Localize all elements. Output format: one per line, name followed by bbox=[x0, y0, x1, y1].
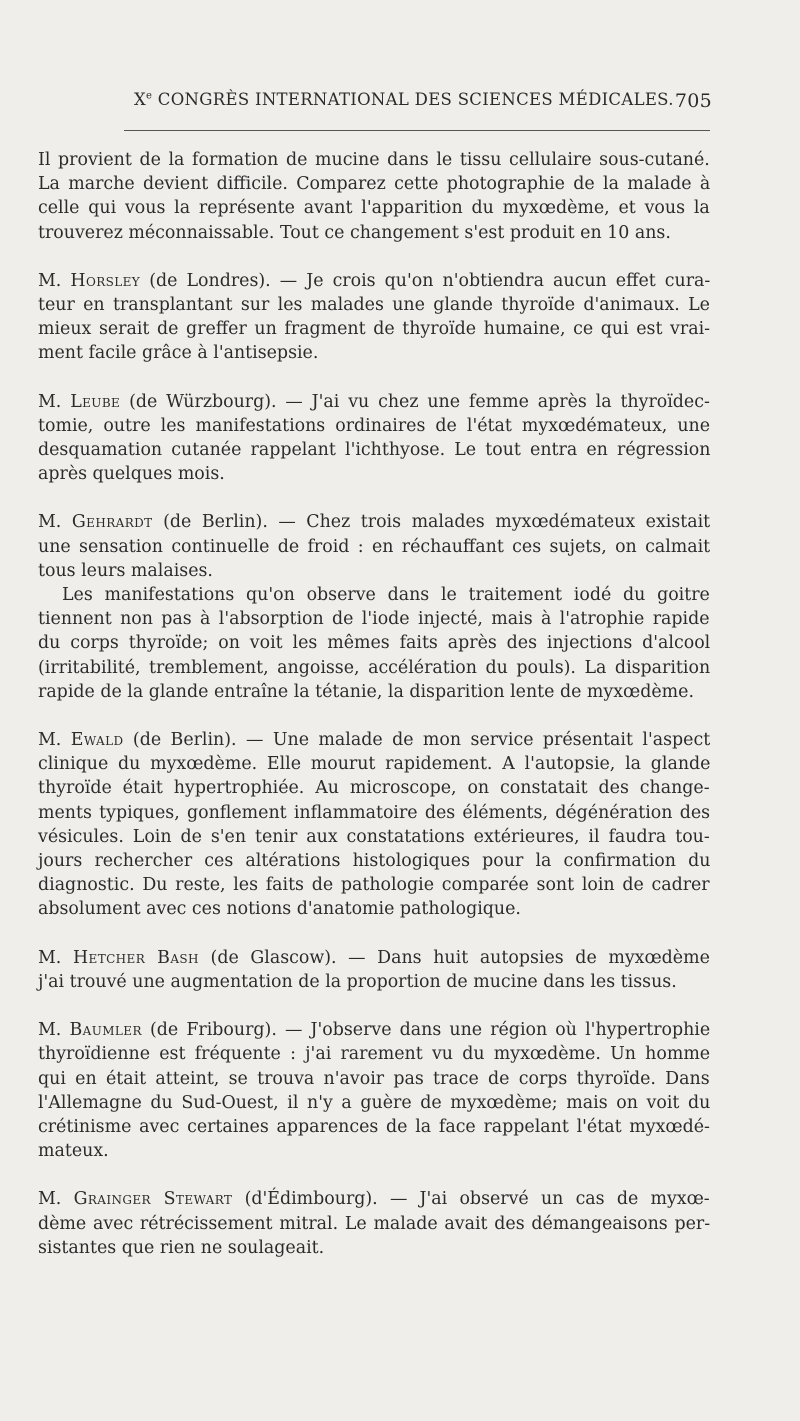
speaker-name: Horsley bbox=[70, 270, 141, 291]
text-line: desquamation cutanée rappelant l'ichthyose. Le tout entra en régression bbox=[38, 440, 711, 461]
text-line bbox=[38, 1187, 710, 1211]
speaker-paragraph bbox=[38, 390, 710, 487]
speaker-prefix: M. bbox=[38, 270, 71, 291]
header-rule bbox=[124, 130, 710, 131]
speaker-remark: (de Londres). — Je crois qu'on n'obtiendra aucun effet cura- bbox=[140, 270, 711, 291]
text-line: clinique du myxœdème. Elle mourut rapidement. A l'autopsie, la glande bbox=[38, 754, 711, 775]
speaker-prefix: M. bbox=[38, 1189, 74, 1210]
speaker-remark: (d'Édimbourg). — J'ai observé un cas de myxœ- bbox=[232, 1189, 710, 1210]
text-line: (irritabilité, tremblement, angoisse, accélération du pouls). La disparition bbox=[38, 657, 711, 678]
text-line: j'ai trouvé une augmentation de la proportion de mucine dans les tissus. bbox=[38, 971, 677, 992]
text-line bbox=[38, 390, 710, 414]
speaker-prefix: M. bbox=[38, 512, 72, 533]
text-line: jours rechercher ces altérations histologiques pour la confirmation du bbox=[38, 851, 711, 872]
speaker-prefix: M. bbox=[38, 730, 71, 751]
text-line: dème avec rétrécissement mitral. Le malade avait des démangeaisons per- bbox=[38, 1213, 711, 1234]
text-line: mieux serait de greffer un fragment de thyroïde humaine, ce qui est vrai- bbox=[38, 319, 711, 340]
running-title bbox=[134, 90, 674, 109]
speaker-name: Baumler bbox=[69, 1020, 142, 1041]
text-line bbox=[38, 510, 710, 534]
speaker-paragraph bbox=[38, 1187, 710, 1260]
congress-ordinal: X bbox=[134, 90, 147, 109]
text-line: absolument avec ces notions d'anatomie pathologique. bbox=[38, 899, 521, 920]
speaker-name: Gehrardt bbox=[71, 512, 153, 533]
congress-ordinal-suffix: e bbox=[146, 90, 153, 102]
text-line: sistantes que rien ne soulageait. bbox=[38, 1237, 325, 1258]
text-line: après quelques mois. bbox=[38, 464, 225, 485]
speaker-remark: (de Berlin). — Une malade de mon service présentait l'aspect bbox=[123, 730, 711, 751]
text-line bbox=[38, 728, 710, 752]
text-line: tiennent non pas à l'absorption de l'iode injecté, mais à l'atrophie rapide bbox=[38, 609, 710, 630]
text-line: une sensation continuelle de froid : en réchauffant ces sujets, on calmait bbox=[38, 536, 711, 557]
body-text bbox=[38, 148, 710, 1260]
speaker-prefix: M. bbox=[38, 1020, 70, 1041]
running-title-text: CONGRÈS INTERNATIONAL DES SCIENCES MÉDICALES. bbox=[152, 90, 674, 109]
text-line: thyroïdienne est fréquente : j'ai rarement vu du myxœdème. Un homme bbox=[38, 1044, 711, 1065]
text-line: La marche devient difficile. Comparez cette photographie de la malade à bbox=[38, 174, 711, 195]
paragraph bbox=[38, 583, 710, 704]
speaker-remark: (de Würzbourg). — J'ai vu chez une femme après la thyroïdec- bbox=[120, 391, 710, 412]
text-line: diagnostic. Du reste, les faits de pathologie comparée sont loin de cadrer bbox=[38, 875, 710, 896]
speaker-prefix: M. bbox=[38, 391, 71, 412]
text-line: tomie, outre les manifestations ordinaires de l'état myxœdémateux, une bbox=[38, 415, 711, 436]
text-line: tous leurs malaises. bbox=[38, 560, 213, 581]
speaker-remark: (de Berlin). — Chez trois malades myxœdémateux existait bbox=[152, 512, 711, 533]
text-line bbox=[38, 1018, 710, 1042]
text-line: ments typiques, gonflement inflammatoire des éléments, dégénération des bbox=[38, 802, 711, 823]
speaker-remark: (de Glascow). — Dans huit autopsies de myxœdème bbox=[198, 947, 710, 968]
text-line: vésicules. Loin de s'en tenir aux constatations extérieures, il faudra tou- bbox=[38, 826, 710, 847]
text-line: mateux. bbox=[38, 1141, 109, 1162]
text-line bbox=[38, 946, 710, 970]
text-line: rapide de la glande entraîne la tétanie, la disparition lente de myxœdème. bbox=[38, 681, 694, 702]
text-line: Il provient de la formation de mucine dans le tissu cellulaire sous-cutané. bbox=[38, 150, 710, 170]
text-line: crétinisme avec certaines apparences de la face rappelant l'état myxœdé- bbox=[38, 1116, 710, 1137]
speaker-paragraph bbox=[38, 269, 710, 366]
speaker-name: Ewald bbox=[70, 730, 124, 751]
text-line: thyroïde était hypertrophiée. Au microscope, on constatait des change- bbox=[38, 778, 710, 799]
speaker-name: Hetcher Bash bbox=[72, 947, 199, 968]
running-header bbox=[118, 90, 712, 116]
speaker-paragraph bbox=[38, 1018, 710, 1163]
paragraph bbox=[38, 148, 710, 245]
speaker-name: Leube bbox=[70, 391, 121, 412]
text-line: du corps thyroïde; on voit les mêmes faits après des injections d'alcool bbox=[38, 633, 711, 654]
text-line: l'Allemagne du Sud-Ouest, il n'y a guère de myxœdème; mais on voit du bbox=[38, 1092, 711, 1113]
text-line: celle qui vous la représente avant l'apparition du myxœdème, et vous la bbox=[38, 198, 710, 219]
text-line: trouverez méconnaissable. Tout ce changement s'est produit en 10 ans. bbox=[38, 222, 671, 243]
speaker-paragraph bbox=[38, 728, 710, 922]
text-line bbox=[38, 269, 710, 293]
speaker-paragraph bbox=[38, 946, 710, 994]
text-line: teur en transplantant sur les malades une glande thyroïde d'animaux. Le bbox=[38, 295, 710, 316]
text-line: Les manifestations qu'on observe dans le traitement iodé du goitre bbox=[62, 585, 710, 606]
speaker-prefix: M. bbox=[38, 947, 73, 968]
page-number: 705 bbox=[674, 90, 712, 112]
speaker-name: Grainger Stewart bbox=[73, 1189, 233, 1210]
speaker-paragraph bbox=[38, 510, 710, 583]
text-line: ment facile grâce à l'antisepsie. bbox=[38, 343, 319, 364]
text-line: qui en était atteint, se trouva n'avoir pas trace de corps thyroïde. Dans bbox=[38, 1068, 710, 1089]
speaker-remark: (de Fribourg). — J'observe dans une région où l'hypertrophie bbox=[141, 1020, 711, 1041]
